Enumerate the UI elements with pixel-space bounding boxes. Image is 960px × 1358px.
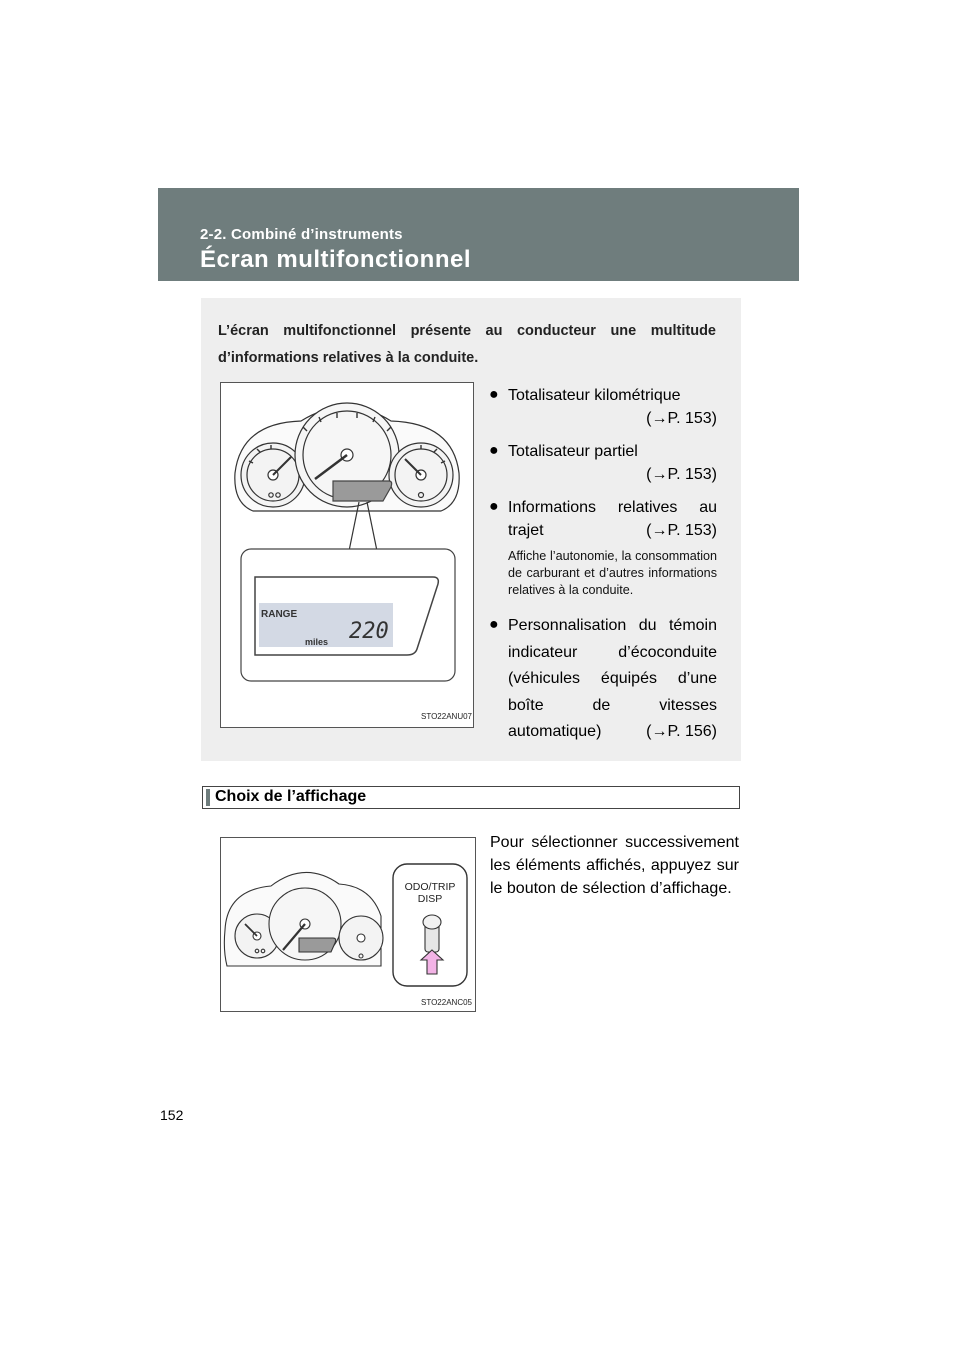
display-range-label: RANGE bbox=[261, 609, 298, 620]
list-item bbox=[489, 496, 717, 542]
bullet-icon: ● bbox=[489, 386, 499, 403]
item-text: Totalisateur partiel bbox=[508, 443, 638, 460]
display-button-figure bbox=[220, 837, 476, 1012]
display-range-value: 220 bbox=[349, 619, 389, 644]
section-heading bbox=[202, 786, 740, 809]
list-item bbox=[489, 384, 717, 430]
page-ref-link[interactable]: (→P. 153) bbox=[646, 522, 717, 539]
feature-list bbox=[489, 384, 717, 756]
chapter-header bbox=[158, 188, 799, 281]
button-illustration bbox=[221, 838, 475, 1011]
item-text: Totalisateur kilométrique bbox=[508, 387, 681, 404]
item-note: Affiche l’autonomie, la consommation de carburant et d’autres informations relatives à la conduite. bbox=[508, 549, 717, 597]
item-text-main: Informations relatives au trajet bbox=[508, 499, 717, 539]
page-ref-link[interactable]: (→P. 153) bbox=[646, 410, 717, 427]
item-text: Personnalisation du témoin indicateur d’écoconduite (véhicules équipés d’une boîte de vitesses automatique) bbox=[508, 617, 717, 740]
heading-marker bbox=[206, 789, 210, 806]
button-label-line1: ODO/TRIP bbox=[404, 881, 456, 893]
page-title: Écran multifonctionnel bbox=[200, 246, 472, 273]
cluster-illustration bbox=[221, 383, 473, 727]
button-label-line2: DISP bbox=[417, 893, 443, 905]
section-body: Pour sélectionner successivement les éléments affichés, appuyez sur le bouton de sélection d’affichage. bbox=[490, 834, 739, 897]
display-unit: miles bbox=[305, 637, 329, 647]
section-label: 2-2. Combiné d’instruments bbox=[200, 226, 403, 243]
bullet-icon: ● bbox=[489, 498, 499, 515]
page-number: 152 bbox=[160, 1107, 184, 1123]
instrument-cluster-figure bbox=[220, 382, 474, 728]
intro-text: L’écran multifonctionnel présente au conducteur une multitude d’informations relatives à la conduite. bbox=[218, 323, 716, 366]
figure-code: STO22ANC05 bbox=[421, 998, 472, 1007]
figure-code: STO22ANU07 bbox=[421, 712, 472, 721]
bullet-icon: ● bbox=[489, 442, 499, 459]
bullet-icon: ● bbox=[489, 616, 499, 633]
section-title: Choix de l’affichage bbox=[215, 788, 367, 805]
page-ref-link[interactable]: (→P. 153) bbox=[646, 466, 717, 483]
page-ref-link[interactable]: (→P. 156) bbox=[646, 723, 717, 740]
intro-box bbox=[201, 298, 741, 761]
list-item bbox=[489, 613, 717, 746]
list-item bbox=[489, 440, 717, 486]
